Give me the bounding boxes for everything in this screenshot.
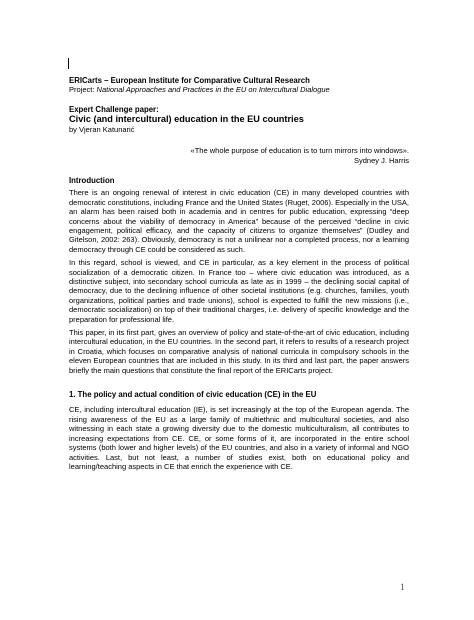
epigraph xyxy=(69,146,409,165)
page-number: 1 xyxy=(400,582,405,592)
epigraph-quote: «The whole purpose of education is to turn mirrors into windows». xyxy=(190,146,409,156)
text-cursor xyxy=(68,58,69,69)
document-body xyxy=(69,76,409,475)
epigraph-attribution: Sydney J. Harris xyxy=(353,155,409,165)
section-1-heading: 1. The policy and actual condition of civic education (CE) in the EU xyxy=(69,390,317,400)
organization-name: ERICarts – European Institute for Comparative Cultural Research xyxy=(69,76,310,85)
project-value: National Approaches and Practices in the EU on Intercultural Dialogue xyxy=(96,85,330,95)
paper-type: Expert Challenge paper: xyxy=(69,104,159,114)
paper-author: by Vjeran Katunarić xyxy=(69,124,135,134)
paper-title: Civic (and intercultural) education in the EU countries xyxy=(69,114,304,125)
introduction-heading: Introduction xyxy=(69,175,115,185)
intro-paragraph-1: There is an ongoing renewal of interest in civic education (CE) in many developed countries with democratic constitutions, including France and the United States (Ruget, 2006). Especially in the USA, an alarm has been raised both in academia and in centres for public education, expressing “deep concerns about the viability of democracy in America” because of the perceived “decline in civic engagement, political efficacy, and the capacity of citizens to organize themselves” (Dudley and Gitelson, 2002: 263). Obviously, democracy is not a unilinear nor a completed process, nor a learning democracy through CE could be considered as such. xyxy=(69,188,409,254)
project-label: Project: xyxy=(69,85,95,95)
intro-paragraph-2: In this regard, school is viewed, and CE in particular, as a key element in the process of political socialization of a democratic citizen. In France too – where civic education was introduced, as a distinctive subject, into secondary school curricula as late as in 1999 – the declining social capital of democracy, due to the declining influence of other societal institutions (e.g. churches, families, youth organizations, political parties and trade unions), school is expected to fulfill the new missions (i.e., democratic socialization) on top of their traditional charges, i.e. delivery of specific knowledge and the preparation for professional life. xyxy=(69,258,409,324)
project-line xyxy=(69,85,409,94)
intro-paragraph-3: This paper, in its first part, gives an overview of policy and state-of-the-art of civic education, including intercultural education, in the EU countries. In the second part, it refers to results of a research project in Croatia, which focuses on comparative analysis of national curricula in compulsory schools in the eleven European countries that are included in this study. In its third and last part, the paper answers briefly the main questions that constitute the final report of the ERICarts project. xyxy=(69,328,409,375)
section-1-paragraph-1: CE, including intercultural education (IE), is set increasingly at the top of the European agenda. The rising awareness of the EU as a large family of multiethnic and multicultural societies, and also witnessing in each state a growing diversity due to the domestic multiculturalism, all contributes to increasing expectations from CE. CE, or some forms of it, are incorporated in the entire school systems (both lower and higher levels) of the EU countries, and also in a variety of informal and NGO activities. Last, but not least, a number of studies exist, both on educational policy and learning/teaching aspects in CE that enrich the experience with CE. xyxy=(69,405,409,471)
